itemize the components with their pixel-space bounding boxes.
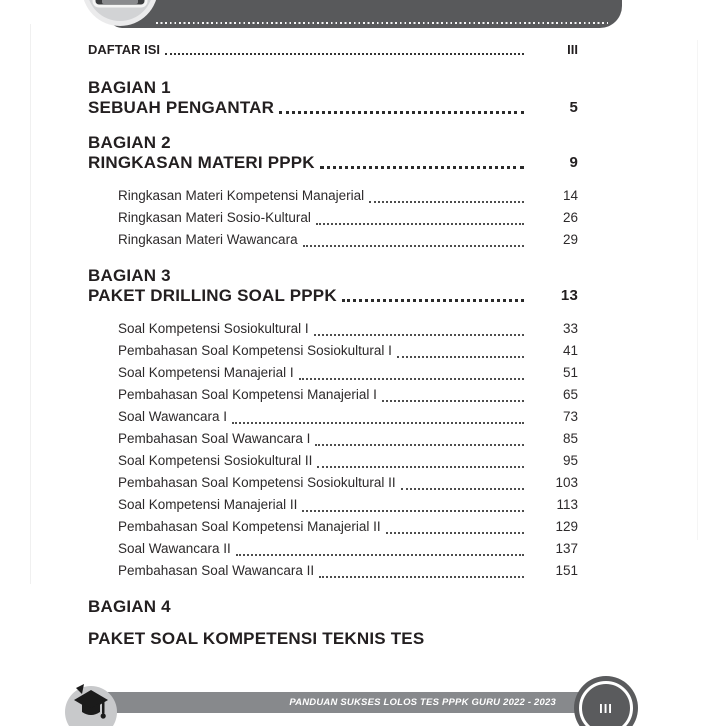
toc-entry-label: Ringkasan Materi Kompetensi Manajerial [118, 188, 365, 203]
dot-leader [320, 166, 524, 169]
toc-sections [88, 78, 578, 649]
toc-entry-label: Pembahasan Soal Kompetensi Manajerial I [118, 387, 377, 402]
section-subtitle: SEBUAH PENGANTAR [88, 98, 275, 117]
toc-entry [118, 340, 578, 362]
section-title: BAGIAN 2 [88, 133, 171, 152]
toc-section [88, 78, 578, 118]
book-icon [82, 0, 158, 31]
dot-leader [232, 422, 524, 424]
dot-leader [382, 400, 524, 402]
toc-entry [118, 406, 578, 428]
section-items [118, 185, 578, 251]
toc-entry-page-number: 151 [555, 563, 578, 578]
toc-entry-page-number: 14 [562, 188, 578, 203]
toc-entry-label: Soal Wawancara I [118, 409, 228, 424]
table-of-contents [88, 42, 578, 664]
graduation-cap-icon [62, 682, 120, 726]
footer-page-badge [574, 676, 638, 726]
toc-entry-page-number: 129 [555, 519, 578, 534]
toc-entry-page-number: 29 [562, 232, 578, 247]
toc-entry-label: Ringkasan Materi Wawancara [118, 232, 298, 247]
toc-entry [118, 428, 578, 450]
dot-leader [319, 576, 524, 578]
section-subtitle-row [88, 286, 578, 306]
toc-section [88, 266, 578, 582]
dot-leader [401, 488, 524, 490]
section-page-number: 5 [569, 99, 578, 116]
toc-section [88, 597, 578, 649]
toc-entry [118, 494, 578, 516]
dot-leader [315, 444, 524, 446]
toc-entry-page-number: 73 [562, 409, 578, 424]
toc-entry-label: Pembahasan Soal Wawancara II [118, 563, 315, 578]
toc-entry [118, 472, 578, 494]
toc-entry-label: Pembahasan Soal Kompetensi Sosiokultural I [118, 343, 392, 358]
toc-entry-page-number: 95 [562, 453, 578, 468]
section-subtitle-row [88, 98, 578, 118]
section-subtitle: PAKET DRILLING SOAL PPPK [88, 286, 337, 305]
page-edge-artifact [697, 40, 698, 540]
dot-leader [299, 378, 524, 380]
dot-leader [302, 510, 524, 512]
toc-entry-page-number: 33 [562, 321, 578, 336]
toc-entry [118, 207, 578, 229]
toc-entry-page-number: 41 [562, 343, 578, 358]
section-items [118, 318, 578, 582]
dot-leader [165, 53, 524, 55]
toc-entry [118, 318, 578, 340]
dot-leader [369, 201, 524, 203]
toc-title: DAFTAR ISI [88, 42, 160, 57]
toc-entry [118, 450, 578, 472]
toc-title-page-number: III [567, 42, 578, 57]
dot-leader [386, 532, 524, 534]
toc-entry-label: Soal Kompetensi Sosiokultural I [118, 321, 309, 336]
toc-entry-label: Pembahasan Soal Kompetensi Manajerial II [118, 519, 381, 534]
footer-banner-text: PANDUAN SUKSES LOLOS TES PPPK GURU 2022 - 2023 [289, 697, 556, 708]
toc-entry [118, 384, 578, 406]
toc-entry [118, 229, 578, 251]
toc-entry-page-number: 103 [555, 475, 578, 490]
toc-entry-label: Soal Kompetensi Manajerial II [118, 497, 298, 512]
toc-title-row [88, 42, 578, 58]
toc-entry [118, 185, 578, 207]
dot-leader [397, 356, 524, 358]
section-title: BAGIAN 3 [88, 266, 171, 285]
footer-page-badge-ring [579, 681, 633, 726]
toc-entry-page-number: 137 [555, 541, 578, 556]
toc-entry [118, 538, 578, 560]
toc-entry-label: Ringkasan Materi Sosio-Kultural [118, 210, 311, 225]
toc-entry-page-number: 85 [562, 431, 578, 446]
dot-leader [317, 466, 524, 468]
dot-leader [303, 245, 524, 247]
toc-entry-label: Soal Kompetensi Manajerial I [118, 365, 294, 380]
toc-entry-label: Soal Kompetensi Sosiokultural II [118, 453, 313, 468]
section-page-number: 9 [569, 154, 578, 171]
toc-entry [118, 516, 578, 538]
dot-leader [236, 554, 524, 556]
header-dotted-line [156, 22, 608, 24]
footer-band [86, 692, 606, 713]
toc-entry [118, 362, 578, 384]
dot-leader [279, 111, 524, 114]
toc-section [88, 133, 578, 251]
toc-entry-label: Pembahasan Soal Wawancara I [118, 431, 311, 446]
page-edge-artifact [30, 24, 31, 584]
dot-leader [316, 223, 524, 225]
dot-leader [342, 299, 524, 302]
section-subtitle-row [88, 153, 578, 173]
footer-page-number: III [599, 700, 613, 716]
section-page-number: 13 [560, 287, 578, 304]
section-title: BAGIAN 4 [88, 597, 171, 616]
toc-entry-page-number: 113 [556, 497, 578, 512]
dot-leader [314, 334, 524, 336]
toc-entry-page-number: 26 [562, 210, 578, 225]
toc-entry-page-number: 51 [562, 365, 578, 380]
toc-entry-page-number: 65 [562, 387, 578, 402]
toc-entry-label: Soal Wawancara II [118, 541, 231, 556]
section-title: BAGIAN 1 [88, 78, 171, 97]
header-band [108, 0, 622, 28]
section-subtitle: PAKET SOAL KOMPETENSI TEKNIS TES [88, 629, 425, 648]
toc-entry [118, 560, 578, 582]
section-subtitle: RINGKASAN MATERI PPPK [88, 153, 315, 172]
toc-entry-label: Pembahasan Soal Kompetensi Sosiokultural II [118, 475, 396, 490]
section-subtitle-row [88, 629, 578, 649]
